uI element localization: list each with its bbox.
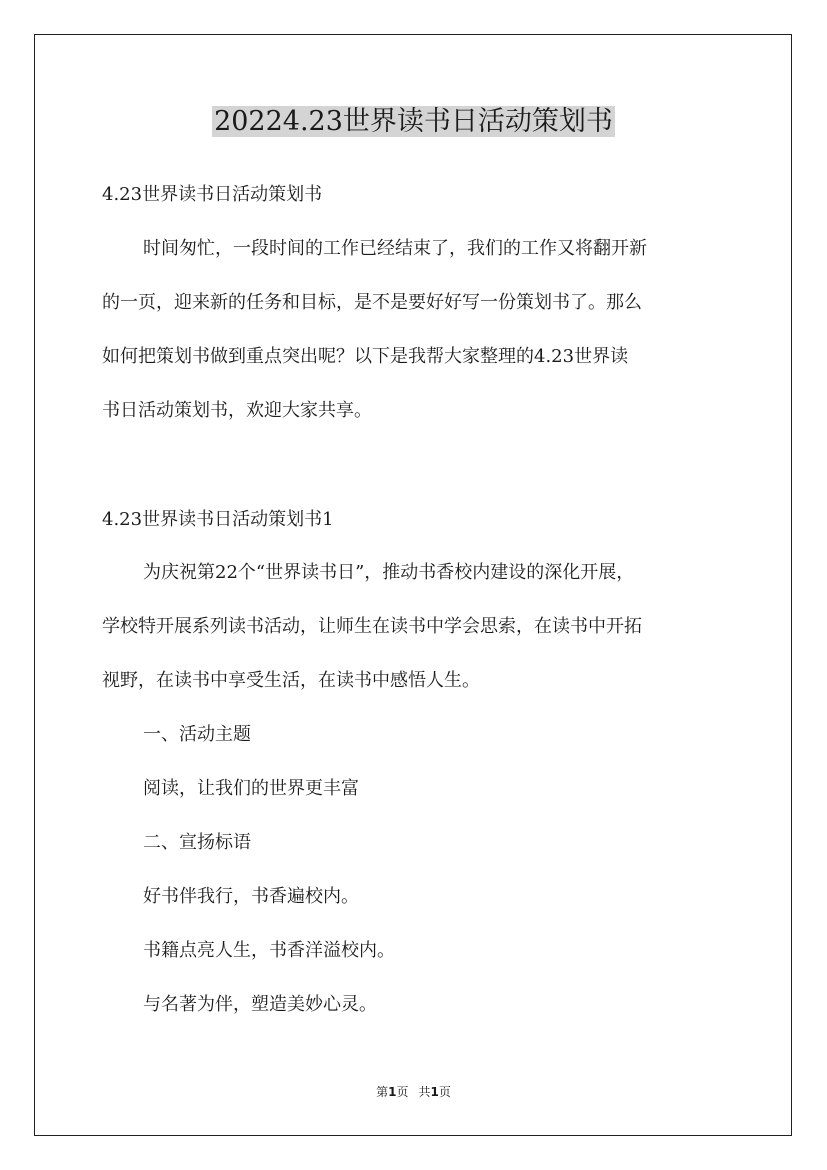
footer-total-prefix: 共	[418, 1085, 431, 1099]
paragraph-line: 为庆祝第22个“世界读书日”，推动书香校内建设的深化开展，	[143, 562, 635, 583]
subheading-theme: 一、活动主题	[143, 724, 251, 745]
section-heading-plan-1: 4.23世界读书日活动策划书1	[102, 509, 334, 530]
paragraph-line: 时间匆忙，一段时间的工作已经结束了，我们的工作又将翻开新	[143, 238, 647, 259]
paragraph-line: 如何把策划书做到重点突出呢？以下是我帮大家整理的4.23世界读	[102, 346, 629, 367]
footer-total-suffix: 页	[438, 1085, 451, 1099]
paragraph-line: 书日活动策划书，欢迎大家共享。	[102, 400, 372, 421]
slogan-line: 好书伴我行，书香遍校内。	[143, 886, 359, 907]
section-heading-intro: 4.23世界读书日活动策划书	[102, 184, 323, 205]
paragraph-line: 学校特开展系列读书活动，让师生在读书中学会思索，在读书中开拓	[102, 616, 642, 637]
footer-page-current: 1	[388, 1085, 397, 1099]
page-footer	[0, 1083, 827, 1101]
subheading-slogans: 二、宣扬标语	[143, 832, 251, 853]
document-title-text: 20224.23世界读书日活动策划书	[214, 106, 613, 137]
slogan-line: 书籍点亮人生，书香洋溢校内。	[143, 940, 395, 961]
paragraph-line: 的一页，迎来新的任务和目标，是不是要好好写一份策划书了。那么	[102, 292, 642, 313]
paragraph-line: 视野，在读书中享受生活，在读书中感悟人生。	[102, 670, 480, 691]
theme-text: 阅读，让我们的世界更丰富	[143, 778, 359, 799]
footer-page-mid: 页	[396, 1085, 409, 1099]
slogan-line: 与名著为伴，塑造美妙心灵。	[143, 994, 377, 1015]
footer-page-prefix: 第	[376, 1085, 389, 1099]
document-title	[0, 101, 827, 143]
footer-page-total: 1	[430, 1085, 439, 1099]
